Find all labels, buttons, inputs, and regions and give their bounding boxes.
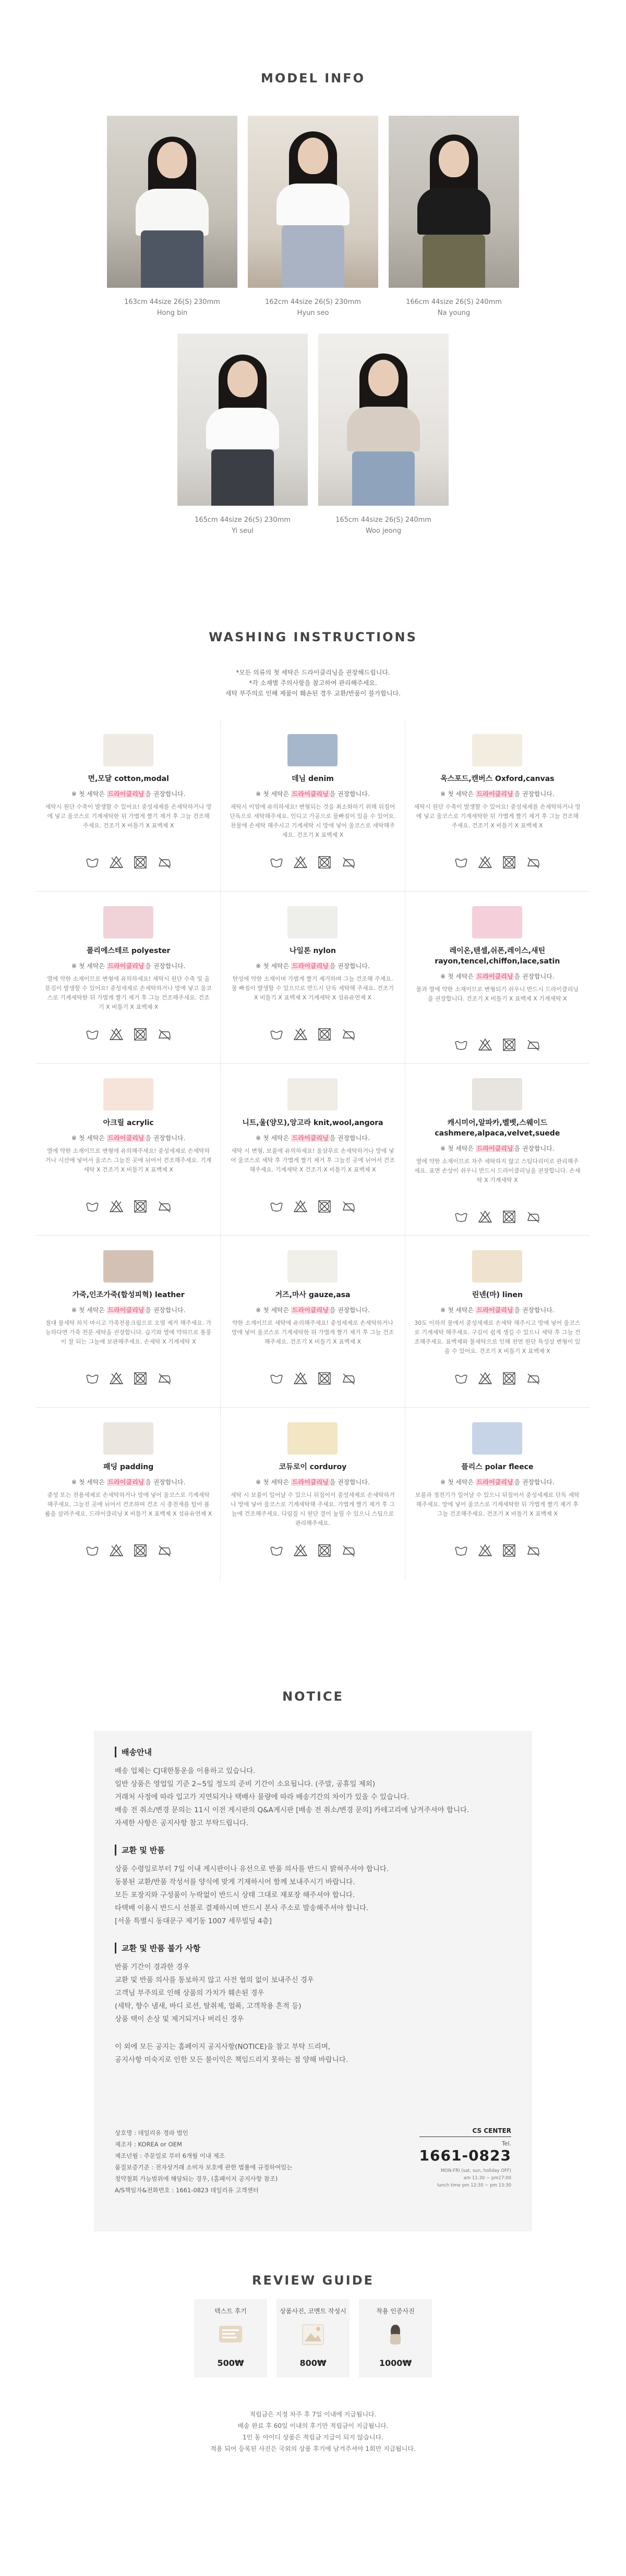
care-icons [414, 1209, 581, 1225]
fabric-recommendation [414, 1478, 581, 1486]
model-spec: 165cm 44size 26(S) 240mm [335, 516, 431, 524]
no-iron-icon [525, 1209, 541, 1225]
rec-suffix: 을 권장합니다. [145, 1479, 186, 1486]
hand-wash-icon [453, 854, 469, 870]
company-line: 정약철회 가능범위에 해당되는 경우, (홈페이지 공지사항 참조) [115, 2175, 278, 2182]
care-icons [45, 854, 212, 870]
rec-prefix: ※ 첫 세탁은 [71, 1479, 107, 1486]
hand-wash-icon [269, 1199, 284, 1214]
review-card-price: 500₩ [217, 2358, 244, 2368]
no-iron-icon [341, 1199, 356, 1214]
rec-prefix: ※ 첫 세탁은 [71, 962, 107, 970]
model-name: Woo jeong [365, 527, 402, 535]
review-card-price: 1000₩ [379, 2358, 412, 2368]
fabric-name: 레이온,텐셀,쉬폰,레이스,새틴 rayon,tencel,chiffon,lace,satin [435, 947, 560, 966]
washing-note-line: 세탁 부주의로 인해 제품이 훼손된 경우 교환/반품이 불가합니다. [225, 690, 401, 697]
notice-line: [서울 특별시 동대문구 제기동 1007 세무빌딩 4층] [115, 1917, 272, 1925]
fabric-swatch [472, 1078, 522, 1110]
fabric-recommendation [414, 1305, 581, 1314]
fabric-name: 데님 denim [292, 775, 334, 783]
fabric-recommendation [45, 961, 212, 970]
review-title: REVIEW GUIDE [251, 2273, 375, 2288]
review-card-photo [276, 2299, 350, 2377]
fabric-card [37, 1408, 221, 1580]
company-line: 제조년월 : 주문일로 부터 6개월 이내 제조 [115, 2152, 225, 2159]
fabric-swatch [103, 734, 153, 766]
no-tumble-dry-icon [133, 1543, 148, 1558]
no-tumble-dry-icon [317, 854, 332, 870]
no-tumble-dry-icon [317, 1027, 332, 1042]
no-tumble-dry-icon [133, 1199, 148, 1214]
fabric-name: 패딩 padding [103, 1463, 154, 1471]
care-icons [414, 1371, 581, 1386]
care-icons [229, 1543, 396, 1558]
fabric-care-text: 세탁 시 보풀이 일어날 수 있으니 뒤집어서 중성세제로 손세탁하거나 망에 넣어 울코스로 기계세탁해 주세요. 가볍게 짤기 제거 후 그늘에 건조해주세요. 다림질 시 원단 결이 눌릴 수 있으니 스팀으로 관리해주세요. [231, 1492, 395, 1527]
fabric-recommendation [229, 789, 396, 798]
company-line: 품질보증기준 : 전자상거래 소비자 보호에 관한 법률에 규정하여있는 [115, 2164, 293, 2171]
model-info-title: MODEL INFO [260, 71, 366, 86]
model-photo [177, 334, 308, 506]
fabric-recommendation [229, 1305, 396, 1314]
no-iron-icon [156, 854, 172, 870]
washing-section [0, 568, 626, 1663]
review-cards [0, 2299, 626, 2377]
fabric-swatch [103, 1250, 153, 1283]
model-name: Hyun seo [297, 309, 329, 317]
fabric-card [221, 892, 405, 1064]
fabric-name: 니트,울(양모),앙고라 knit,wool,angora [242, 1119, 383, 1127]
notice-block-delivery [115, 1747, 511, 1830]
rec-suffix: 을 권장합니다. [514, 1479, 555, 1486]
no-tumble-dry-icon [133, 854, 148, 870]
fabric-recommendation [45, 1133, 212, 1142]
no-tumble-dry-icon [317, 1543, 332, 1558]
fabric-recommendation [229, 1133, 396, 1142]
fabric-name: 나일론 nylon [290, 947, 336, 955]
model-photo [318, 334, 449, 506]
hand-wash-icon [85, 854, 100, 870]
no-iron-icon [341, 854, 356, 870]
fabric-card [221, 719, 405, 892]
hand-wash-icon [453, 1209, 469, 1225]
fabric-recommendation [414, 789, 581, 798]
fabric-care-text: 탄성에 약한 소재이며 가볍게 짤기 제거하며 그늘 건조해 주세요. 물 빠짐이 발생할 수 있으므로 반드시 단독 세탁해 주세요. 건조기 X 비틀기 X 표백제 X 기계세탁 X 섬유유연제 X [231, 975, 394, 1001]
model-card [177, 334, 308, 535]
fabric-card [405, 719, 589, 892]
rec-suffix: 을 권장합니다. [329, 1307, 370, 1314]
care-icons [229, 854, 396, 870]
review-card-price: 800₩ [299, 2358, 327, 2368]
review-card-title: 상품사진, 코멘트 작성시 [280, 2308, 346, 2315]
hand-wash-icon [269, 854, 284, 870]
model-card [318, 334, 449, 535]
rec-highlight: 드라이클리닝 [292, 1479, 329, 1486]
review-section [0, 2237, 626, 2576]
photo-review-icon [297, 2322, 329, 2348]
fabric-recommendation [45, 1305, 212, 1314]
model-info-section [0, 0, 626, 568]
notice-heading: 배송안내 [115, 1747, 511, 1757]
rec-prefix: ※ 첫 세탁은 [440, 973, 476, 980]
fabric-swatch [472, 1250, 522, 1283]
no-iron-icon [525, 1037, 541, 1053]
washing-note-line: *각 소재별 주의사항을 참고하여 관리해주세요. [249, 679, 377, 687]
rec-suffix: 을 권장합니다. [329, 962, 370, 970]
fabric-card [221, 1236, 405, 1408]
care-icons [45, 1371, 212, 1386]
cs-hours [419, 2167, 511, 2189]
notice-line: 상품 택이 손상 및 제거되거나 버리신 경우 [115, 2015, 244, 2023]
care-icons [414, 854, 581, 870]
model-photo [248, 116, 378, 288]
rec-highlight: 드라이클리닝 [292, 790, 329, 798]
no-tumble-dry-icon [133, 1371, 148, 1386]
no-iron-icon [525, 1371, 541, 1386]
no-bleach-icon [293, 854, 308, 870]
notice-line: 타택배 이용시 반드시 선불로 결제하시며 반드시 본사 주소로 발송해주셔야 합니다. [115, 1904, 369, 1912]
rec-suffix: 을 권장합니다. [145, 1307, 186, 1314]
company-line: 상호명 : 데일리유 정라 법인 [115, 2129, 188, 2137]
no-bleach-icon [293, 1027, 308, 1042]
care-icons [229, 1027, 396, 1042]
rec-prefix: ※ 첫 세탁은 [440, 1307, 476, 1314]
no-bleach-icon [477, 1209, 493, 1225]
review-note-line: 적용 되어 등록된 사진은 국외의 상품 후기에 남겨주셔야 1회만 지급됩니다. [210, 2445, 416, 2452]
no-bleach-icon [477, 1543, 493, 1558]
notice-footer [115, 2127, 511, 2211]
fabric-swatch [472, 734, 522, 766]
care-icons [229, 1199, 396, 1214]
rec-highlight: 드라이클리닝 [107, 1307, 145, 1314]
fabric-swatch [287, 906, 338, 938]
fabric-card [37, 719, 221, 892]
rec-prefix: ※ 첫 세탁은 [440, 790, 476, 798]
fabric-swatch [287, 1250, 338, 1283]
fabric-name: 면,모달 cotton,modal [88, 775, 169, 783]
rec-highlight: 드라이클리닝 [107, 1479, 145, 1486]
fabric-care-text: 세탁시 원단 수축이 발생할 수 있어요! 중성세제를 손세탁하거나 망에 넣고 울코스로 기계세탁한 뒤 가볍게 짤기 제거 후 그늘 건조해주세요. 건조기 X 비틀기 X 표백제 X [414, 803, 581, 829]
notice-line: 거래처 사정에 따라 입고가 지연되거나 택배사 물량에 따라 배송기간의 차이가 있을 수 있습니다. [115, 1793, 410, 1801]
hand-wash-icon [85, 1027, 100, 1042]
review-note-line: 배송 완료 후 60일 이내의 후기만 적립금이 지급됩니다. [237, 2422, 389, 2430]
model-photo [107, 116, 237, 288]
fabric-name: 플리스 polar fleece [461, 1463, 534, 1471]
no-iron-icon [341, 1371, 356, 1386]
care-icons [414, 1543, 581, 1558]
no-tumble-dry-icon [133, 1027, 148, 1042]
rec-suffix: 을 권장합니다. [145, 790, 186, 798]
fabric-card [221, 1064, 405, 1236]
cs-phone-number[interactable]: 1661-0823 [419, 2147, 511, 2164]
fabric-card [405, 892, 589, 1064]
fabric-card [37, 892, 221, 1064]
rec-suffix: 을 권장합니다. [329, 1134, 370, 1142]
no-iron-icon [341, 1543, 356, 1558]
hand-wash-icon [85, 1199, 100, 1214]
model-spec: 163cm 44size 26(S) 230mm [124, 298, 220, 306]
review-card-text [194, 2299, 267, 2377]
fabric-care-text: 세탁시 이염에 유의하세요! 변형되는 것을 최소화하기 위해 뒤집어 단독으로 세탁해주세요. 인디고 가공으로 물빠짐이 있을 수 있어요. 찬물에 손세탁 해주시고 기계세탁 시 망에 넣어 울코스로 세탁해주세요. 건조기 X 표백제 X [230, 803, 396, 838]
notice-line: 자세한 사항은 공지사항 참고 부탁드립니다. [115, 1819, 249, 1827]
fabric-care-text: 세탁시 원단 수축이 발생할 수 있어요! 중성세제를 손세탁하거나 망에 넣고 울코스로 기계세탁한 뒤 가볍게 짤기 제거 후 그늘 건조해주세요. 건조기 X 비틀기 X 표백제 X [45, 803, 212, 829]
fabric-care-text: 열에 약한 소재이므로 변형에 유의하세요! 세탁시 원단 수축 및 올뜯김이 발생할 수 있어요! 중성세제로 손세탁하거나 망에 넣고 울코스로 기계세탁한 뒤 가볍게 짤기 제거 후 그늘 건조해주세요. 건조기 X 비틀기 X 표백제 X [45, 975, 212, 1010]
fabric-care-text: 물과 열에 약한 소재이므로 변형되기 쉬우니 반드시 드라이클리닝을 권장합니다. 건조기 X 비틀기 X 표백제 X 기계세탁 X [416, 986, 579, 1002]
fabric-name: 캐시미어,알파카,벨벳,스웨이드 cashmere,alpaca,velvet,suede [435, 1119, 560, 1138]
notice-line: 모든 포장지와 구성품이 누락없이 반드시 상태 그대로 재포장 해주셔야 합니다. [115, 1891, 355, 1899]
cs-hours-line: MON-FRI (sat, sun, holiday OFF) [440, 2168, 511, 2174]
fabric-care-text: 30도 이하의 물에서 중성세제로 손세탁 해주시고 망에 넣어 울코스로 기계세탁 해주세요. 구김이 쉽게 생길 수 있으니 세탁 후 그늘 건조해주세요. 표백제와 물세탁으로 인해 천연 원단 특성상 변형이 있을 수 있어요. 건조기 X 비틀기 X 표백제 X [414, 1320, 581, 1354]
notice-title: NOTICE [282, 1689, 344, 1704]
notice-heading: 교환 및 반품 불가 사항 [115, 1943, 511, 1954]
rec-highlight: 드라이클리닝 [292, 1307, 329, 1314]
review-card-title: 착용 인증사진 [376, 2308, 415, 2315]
model-name: Yi seul [232, 527, 254, 535]
cs-hours-line: lunch time pm 12:30 ~ pm 13:30 [437, 2183, 511, 2188]
washing-title: WASHING INSTRUCTIONS [209, 630, 417, 644]
fabric-name: 가죽,인조가죽(합성피혁) leather [72, 1291, 185, 1299]
no-bleach-icon [293, 1543, 308, 1558]
fabric-care-text: 보풀과 정전기가 일어날 수 있으니 뒤집어서 중성세제로 단독 세탁해주세요. 망에 넣어 울코스로 기계세탁한 뒤 가볍게 짤기 제거 후 그늘 건조해주세요. 건조기 X 비틀기 X 표백제 X [415, 1492, 580, 1517]
care-icons [45, 1199, 212, 1214]
notice-line: 동봉된 교환/반품 작성서를 양식에 맞게 기재하시어 함께 보내주시기 바랍니다. [115, 1878, 355, 1886]
rec-suffix: 을 권장합니다. [329, 790, 370, 798]
fabric-care-text: 약한 소재이므로 세탁에 유의해주세요! 중성세제로 손세탁하거나 망에 넣어 울코스로 기계세탁한 뒤 가볍게 짤기 제거 후 그늘 건조해주세요. 건조기 X 비틀기 X 표백제 X [231, 1320, 394, 1345]
fabric-swatch [287, 1078, 338, 1110]
hand-wash-icon [453, 1371, 469, 1386]
notice-block-general [115, 2041, 511, 2067]
rec-highlight: 드라이클리닝 [476, 790, 513, 798]
notice-line: 상품 수령일로부터 7일 이내 게시판이나 유선으로 반품 의사를 반드시 밝혀주셔야 합니다. [115, 1865, 389, 1873]
no-iron-icon [156, 1543, 172, 1558]
rec-prefix: ※ 첫 세탁은 [440, 1479, 476, 1486]
model-spec: 165cm 44size 26(S) 230mm [195, 516, 291, 524]
fabric-card [37, 1064, 221, 1236]
notice-section [0, 1663, 626, 2237]
rec-suffix: 을 권장합니다. [514, 1145, 555, 1152]
company-line: A/S책임자&전화번호 : 1661-0823 데일리유 고객센터 [115, 2187, 259, 2194]
fabric-card [37, 1236, 221, 1408]
review-note-line: 적립금은 지정 차주 후 7일 이내에 지급됩니다. [249, 2411, 377, 2418]
rec-highlight: 드라이클리닝 [476, 1145, 513, 1152]
fabric-care-text: 세탁 시 변형, 보풀에 유의하세요! 울샴푸로 손세탁하거나 망에 넣어 울코스로 세탁 후 가볍게 짤기 제거 후 그늘진 곳에 뉘어서 건조해주세요. 기계세탁 X 건조기 X 비틀기 X 표백제 X [231, 1147, 395, 1173]
fabric-recommendation [229, 1478, 396, 1486]
review-note [0, 2409, 626, 2455]
hand-wash-icon [453, 1037, 469, 1053]
fabric-recommendation [229, 961, 396, 970]
rec-highlight: 드라이클리닝 [476, 1479, 513, 1486]
fabric-swatch [103, 1078, 153, 1110]
notice-line: 배송 전 취소/변경 문의는 11시 이전 게시판의 Q&A게시판 [배송 전 취소/변경 문의] 카테고리에 남겨주셔야 합니다. [115, 1806, 469, 1814]
no-iron-icon [156, 1371, 172, 1386]
no-bleach-icon [109, 854, 124, 870]
care-icons [45, 1543, 212, 1558]
rec-prefix: ※ 첫 세탁은 [256, 1134, 292, 1142]
rec-prefix: ※ 첫 세탁은 [256, 1479, 292, 1486]
no-iron-icon [156, 1027, 172, 1042]
fabric-swatch [472, 906, 522, 938]
rec-suffix: 을 권장합니다. [514, 790, 555, 798]
rec-prefix: ※ 첫 세탁은 [256, 790, 292, 798]
fabric-name: 아크릴 acrylic [103, 1119, 154, 1127]
company-line: 제조자 : KOREA or OEM [115, 2141, 182, 2148]
notice-line: 고객님 부주의로 인해 상품의 가치가 훼손된 경우 [115, 1989, 264, 1997]
no-bleach-icon [293, 1199, 308, 1214]
notice-line: 반품 기간이 경과한 경우 [115, 1963, 190, 1971]
rec-highlight: 드라이클리닝 [476, 973, 513, 980]
no-bleach-icon [477, 1371, 493, 1386]
model-card [248, 116, 378, 317]
no-tumble-dry-icon [317, 1371, 332, 1386]
no-tumble-dry-icon [501, 1209, 517, 1225]
rec-highlight: 드라이클리닝 [476, 1307, 513, 1314]
care-icons [229, 1371, 396, 1386]
models-row-2 [0, 334, 626, 535]
care-icons [45, 1027, 212, 1042]
cs-title: CS CENTER [419, 2127, 511, 2137]
no-tumble-dry-icon [317, 1199, 332, 1214]
notice-line: 교환 및 반품 의사를 통보하지 않고 사전 협의 없이 보내주신 경우 [115, 1976, 314, 1984]
notice-block-no-exchange [115, 1943, 511, 2026]
fabric-recommendation [45, 789, 212, 798]
rec-prefix: ※ 첫 세탁은 [256, 962, 292, 970]
cs-tel-label: Tel. [501, 2140, 511, 2147]
notice-heading: 교환 및 반품 [115, 1845, 511, 1855]
notice-box [94, 1731, 532, 2231]
model-name: Na young [437, 309, 471, 317]
no-iron-icon [341, 1027, 356, 1042]
rec-prefix: ※ 첫 세탁은 [256, 1307, 292, 1314]
model-spec: 162cm 44size 26(S) 230mm [265, 298, 361, 306]
hand-wash-icon [453, 1543, 469, 1558]
fabric-care-text: 절대 물세탁 하지 마시고 가죽전용크림으로 오염 제거 해주세요. 가능하다면 가죽 전문 세탁을 권장합니다. 습기와 열에 약하므로 통풍이 잘 되는 그늘에 보관해주세요. 손세탁 X 기계세탁 X [45, 1320, 212, 1345]
hand-wash-icon [269, 1543, 284, 1558]
fabric-name: 코듀로이 corduroy [279, 1463, 347, 1471]
rec-highlight: 드라이클리닝 [292, 1134, 329, 1142]
notice-line: 이 외에 모든 공지는 홈페이지 공지사항(NOTICE)을 참고 부탁 드리며, [115, 2043, 331, 2051]
hand-wash-icon [85, 1543, 100, 1558]
no-tumble-dry-icon [501, 854, 517, 870]
notice-block-exchange [115, 1845, 511, 1928]
fabric-card [405, 1408, 589, 1580]
model-photo [389, 116, 519, 288]
fabric-grid [37, 719, 589, 1580]
rec-prefix: ※ 첫 세탁은 [71, 1134, 107, 1142]
model-card [107, 116, 237, 317]
hand-wash-icon [269, 1027, 284, 1042]
fabric-care-text: 열에 약한 소재이므로 자주 세탁하지 않고 스팀다리미로 관리해주세요. 표면 손상이 쉬우니 반드시 드라이클리닝을 권장합니다. 손세탁 X 기계세탁 X [414, 1158, 581, 1183]
fabric-name: 옥스포드,캔버스 Oxford,canvas [440, 775, 555, 783]
no-iron-icon [525, 1543, 541, 1558]
no-bleach-icon [477, 1037, 493, 1053]
no-bleach-icon [477, 854, 493, 870]
rec-suffix: 을 권장합니다. [514, 1307, 555, 1314]
no-bleach-icon [109, 1371, 124, 1386]
wearing-photo-icon [380, 2322, 411, 2348]
care-icons [414, 1037, 581, 1053]
no-iron-icon [156, 1199, 172, 1214]
fabric-swatch [287, 734, 338, 766]
rec-suffix: 을 권장합니다. [514, 973, 555, 980]
review-note-line: 1인 동 아이디 상품은 적립금 지급이 되지 않습니다. [243, 2434, 383, 2441]
rec-highlight: 드라이클리닝 [107, 790, 145, 798]
fabric-care-text: 중성 또는 전용세제로 손세탁하거나 망에 넣어 울코스로 기계세탁 해주세요. 그늘진 곳에 뉘어서 건조하며 건조 시 충전재를 털어 볼륨을 살려주세요. 드라이클리닝 X 비틀기 X 표백제 X 섬유유연제 X [45, 1492, 212, 1517]
fabric-card [405, 1064, 589, 1236]
fabric-swatch [472, 1422, 522, 1455]
review-card-title: 텍스트 후기 [214, 2308, 247, 2315]
no-iron-icon [525, 854, 541, 870]
fabric-care-text: 열에 약한 소재이므로 변형에 유의해주세요! 중성세제로 손세탁하거나 시산에 넣어서 울코스 그늘진 곳에 뉘어서 건조해주세요. 기계세탁 X 건조기 X 비틀기 X 표백제 X [45, 1147, 212, 1173]
no-bleach-icon [293, 1371, 308, 1386]
rec-prefix: ※ 첫 세탁은 [71, 790, 107, 798]
notice-line: 배송 업체는 CJ대한통운을 이용하고 있습니다. [115, 1767, 256, 1775]
rec-highlight: 드라이클리닝 [107, 962, 145, 970]
fabric-recommendation [414, 1144, 581, 1153]
hand-wash-icon [85, 1371, 100, 1386]
fabric-name: 거즈,마사 gauze,asa [275, 1291, 351, 1299]
rec-highlight: 드라이클리닝 [292, 962, 329, 970]
no-bleach-icon [109, 1543, 124, 1558]
model-card [389, 116, 519, 317]
model-name: Hong bin [156, 309, 188, 317]
rec-prefix: ※ 첫 세탁은 [440, 1145, 476, 1152]
fabric-card [221, 1408, 405, 1580]
no-tumble-dry-icon [501, 1371, 517, 1386]
cs-center [419, 2127, 511, 2189]
review-card-wearing [359, 2299, 432, 2377]
hand-wash-icon [269, 1371, 284, 1386]
rec-suffix: 을 권장합니다. [145, 1134, 186, 1142]
text-review-icon [215, 2322, 246, 2348]
fabric-name: 린넨(마) linen [472, 1291, 523, 1299]
rec-highlight: 드라이클리닝 [107, 1134, 145, 1142]
model-spec: 166cm 44size 26(S) 240mm [406, 298, 502, 306]
no-tumble-dry-icon [501, 1037, 517, 1053]
rec-suffix: 을 권장합니다. [145, 962, 186, 970]
rec-suffix: 을 권장합니다. [329, 1479, 370, 1486]
no-tumble-dry-icon [501, 1543, 517, 1558]
fabric-swatch [103, 906, 153, 938]
fabric-swatch [287, 1422, 338, 1455]
notice-line: 일반 상품은 영업일 기준 2~5일 정도의 준비 기간이 소요됩니다. (주말, 공휴일 제외) [115, 1780, 376, 1788]
fabric-recommendation [414, 972, 581, 981]
washing-note-line: *모든 의류의 첫 세탁은 드라이클리닝을 권장해드립니다. [236, 669, 390, 676]
washing-note [0, 667, 626, 699]
no-bleach-icon [109, 1027, 124, 1042]
fabric-card [405, 1236, 589, 1408]
models-row-1 [0, 116, 626, 317]
notice-line: 공지사항 미숙지로 인한 모든 불이익은 책임드리지 못하는 점 양해 바랍니다. [115, 2056, 348, 2064]
rec-prefix: ※ 첫 세탁은 [71, 1307, 107, 1314]
fabric-name: 폴리에스테르 polyester [86, 947, 171, 955]
fabric-swatch [103, 1422, 153, 1455]
cs-hours-line: am 11:30 ~ pm17:00 [463, 2176, 511, 2181]
no-bleach-icon [109, 1199, 124, 1214]
notice-line: (세탁, 향수 냄새, 바디 로션, 탈취제, 얼룩, 고객착용 흔적 등) [115, 2002, 302, 2010]
fabric-recommendation [45, 1478, 212, 1486]
